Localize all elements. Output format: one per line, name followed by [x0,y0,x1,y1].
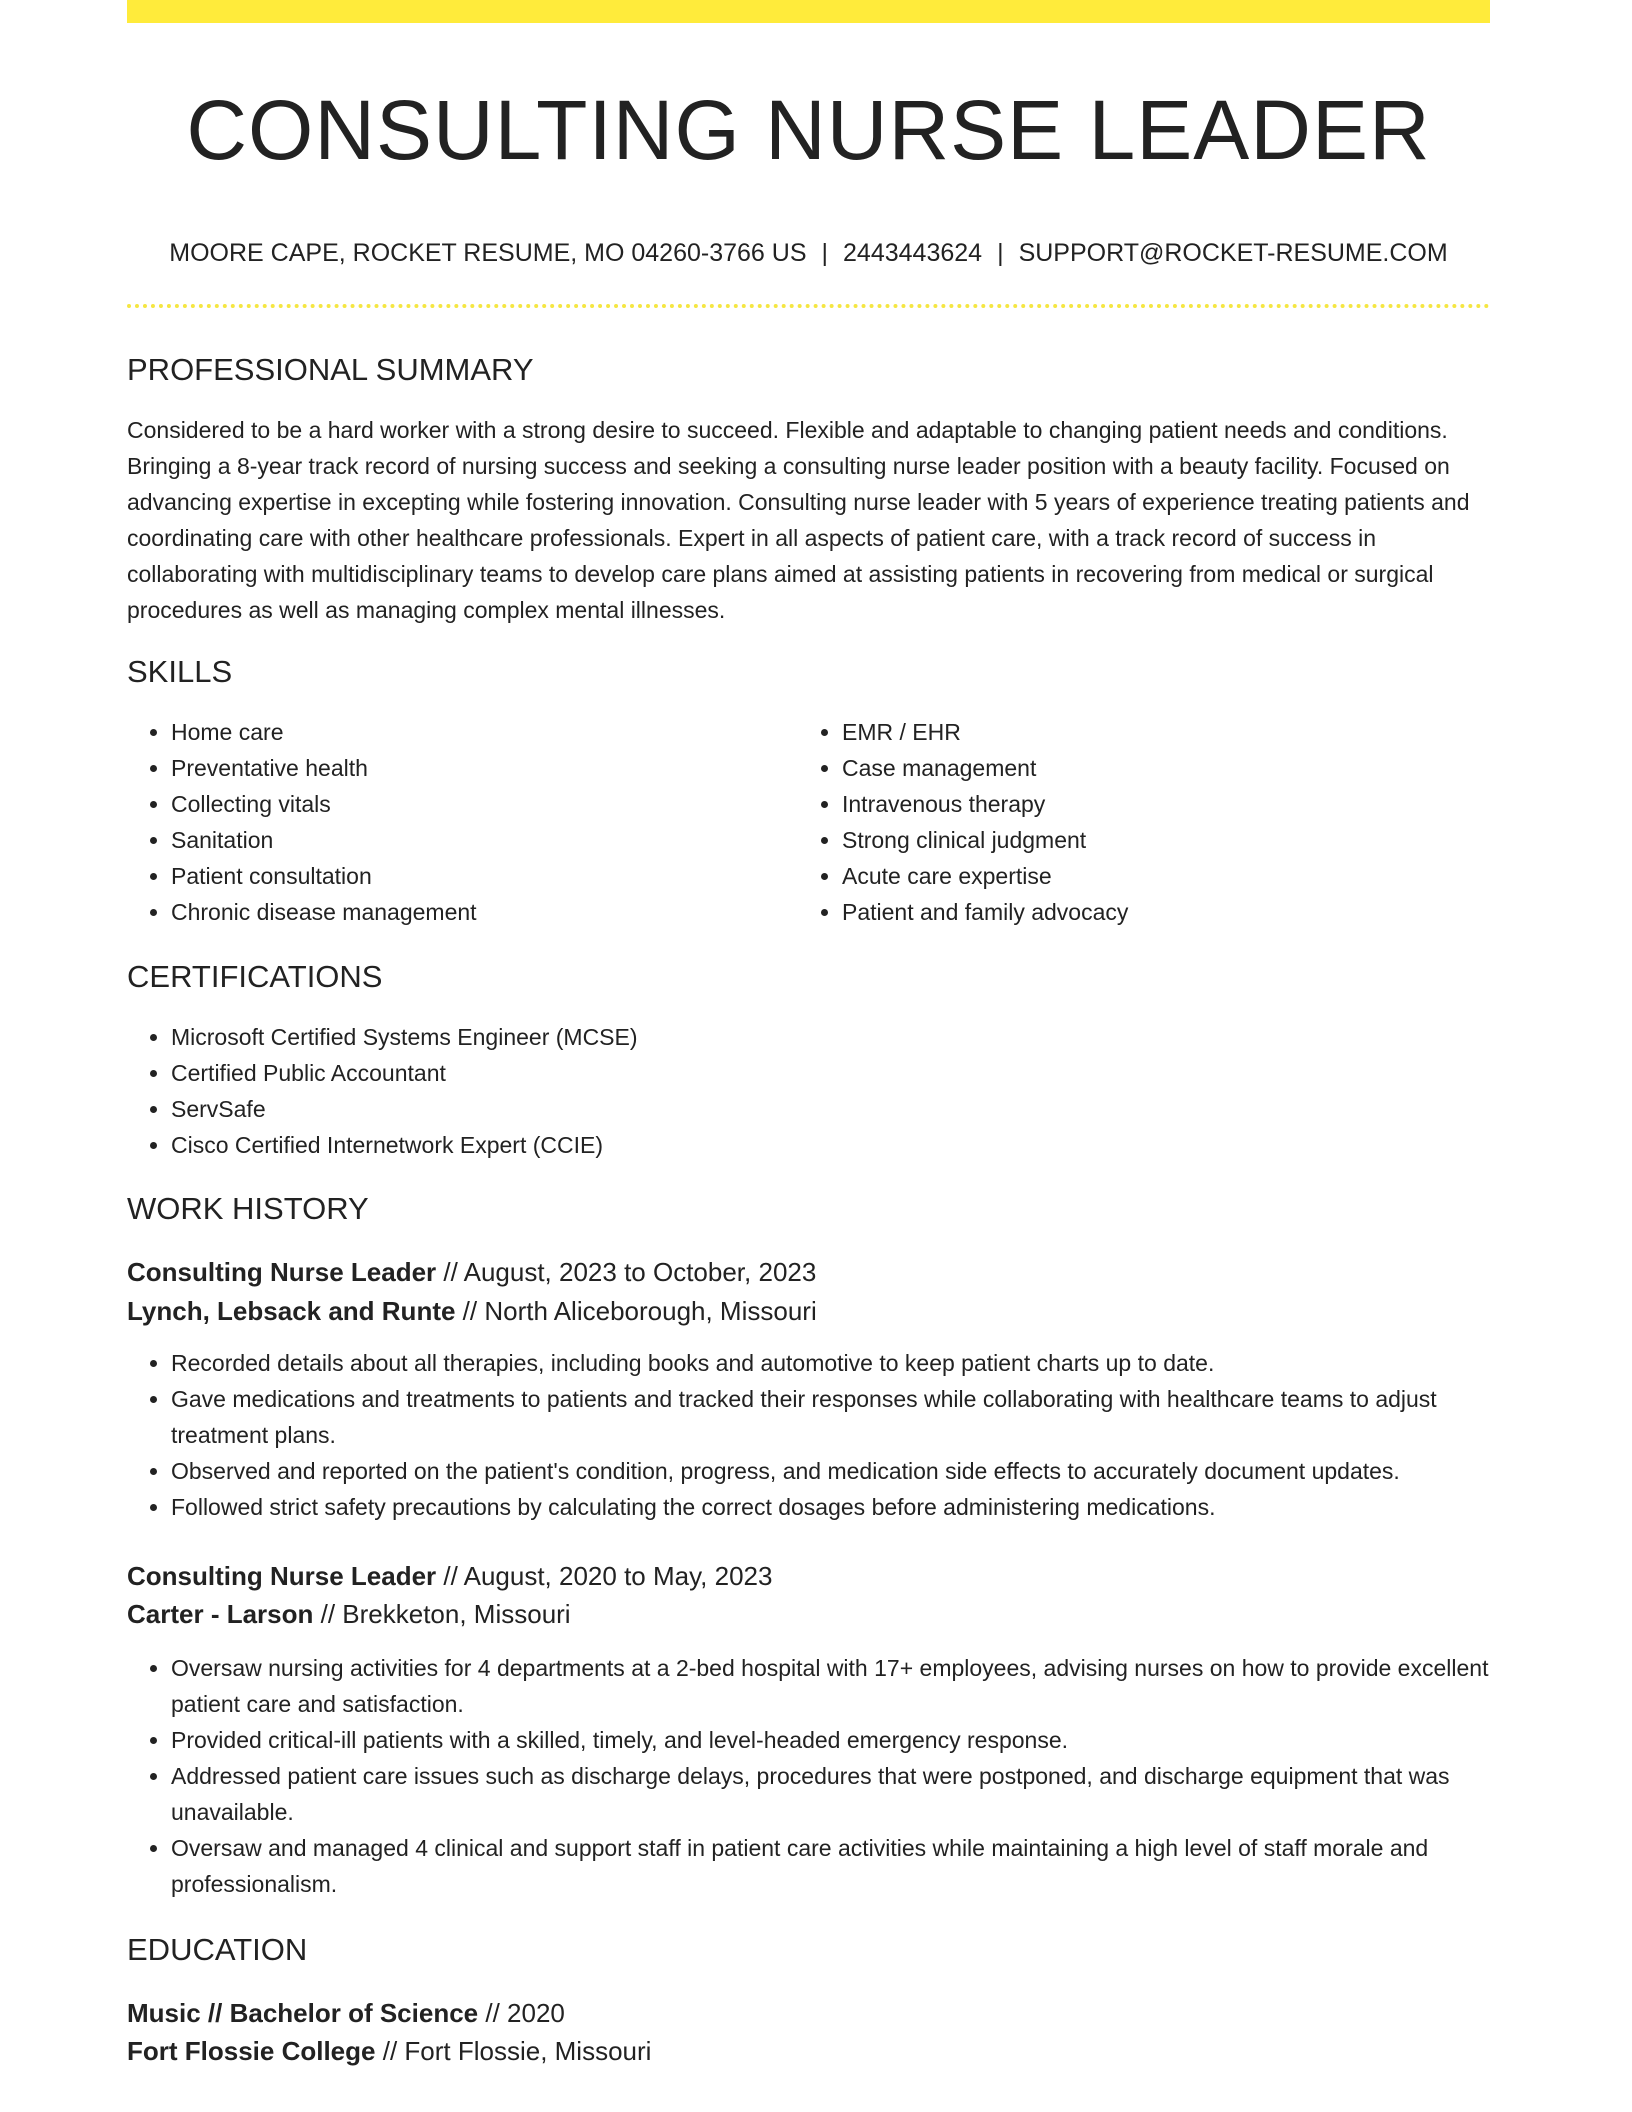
job-company-line [127,1595,571,1633]
job-bullets [127,1345,1534,1525]
skills-list-right [798,714,1482,930]
job-dates: // August, 2023 to October, 2023 [436,1257,817,1287]
education-school-line [127,2032,651,2070]
job-location: // North Aliceborough, Missouri [455,1296,817,1326]
job-role: Consulting Nurse Leader [127,1561,437,1591]
job-title-line [127,1253,816,1291]
certification-item: • Microsoft Certified Systems Engineer (MCSE) [171,1019,1491,1055]
skills-heading: SKILLS [127,654,233,689]
job-company: Lynch, Lebsack and Runte [127,1296,456,1326]
work-history-heading: WORK HISTORY [127,1191,369,1226]
job-bullet: • Observed and reported on the patient's condition, progress, and medication side effects to accurately document updates. [171,1453,1534,1489]
skill-item: • Case management [842,750,1482,786]
skill-item: • Patient and family advocacy [842,894,1482,930]
skill-item: • Intravenous therapy [842,786,1482,822]
job-bullet: • Followed strict safety precautions by calculating the correct dosages before administering medications. [171,1489,1534,1525]
job-company: Carter - Larson [127,1599,314,1629]
education-degree-line [127,1994,565,2032]
job-location: // Brekketon, Missouri [313,1599,571,1629]
skill-item: • Collecting vitals [171,786,791,822]
education-location: // Fort Flossie, Missouri [375,2036,652,2066]
contact-phone: 2443443624 [843,239,983,267]
education-heading: EDUCATION [127,1932,308,1967]
job-bullet: • Provided critical-ill patients with a skilled, timely, and level-headed emergency response. [171,1722,1534,1758]
skill-item: • Sanitation [171,822,791,858]
education-school: Fort Flossie College [127,2036,376,2066]
job-title-line [127,1557,772,1595]
certifications-list [127,1019,1491,1163]
summary-text: Considered to be a hard worker with a strong desire to succeed. Flexible and adaptable to changing patient needs and conditions. Bringing a 8-year track record of nursing success and seeking a consulting nurse leader position with a beauty facility. Focused on advancing expertise in excepting while fostering innovation. Consulting nurse leader with 5 years of experience treating patients and coordinating care with other healthcare professionals. Expert in all aspects of patient care, with a track record of success in collaborating with multidisciplinary teams to develop care plans aimed at assisting patients in recovering from medical or surgical procedures as well as managing complex mental illnesses. [127,417,1470,623]
resume-name: CONSULTING NURSE LEADER [186,83,1431,177]
job-bullet: • Gave medications and treatments to patients and tracked their responses while collaborating with healthcare teams to adjust treatment plans. [171,1381,1534,1453]
contact-separator: | [997,239,1004,267]
skills-list-left [127,714,791,930]
skill-item: • Home care [171,714,791,750]
skill-item: • Strong clinical judgment [842,822,1482,858]
contact-separator: | [821,239,829,267]
skill-item: • Patient consultation [171,858,791,894]
contact-address: MOORE CAPE, ROCKET RESUME, MO 04260-3766 US [169,239,807,267]
summary-heading: PROFESSIONAL SUMMARY [127,352,534,387]
skill-item: • Chronic disease management [171,894,791,930]
header-divider [127,304,1490,308]
accent-bar [127,0,1490,23]
job-bullet: • Recorded details about all therapies, including books and automotive to keep patient charts up to date. [171,1345,1534,1381]
certification-item: • Certified Public Accountant [171,1055,1491,1091]
skill-item: • EMR / EHR [842,714,1482,750]
certification-item: • ServSafe [171,1091,1491,1127]
certifications-heading: CERTIFICATIONS [127,959,383,994]
job-bullet: • Oversaw and managed 4 clinical and support staff in patient care activities while maintaining a high level of staff morale and professionalism. [171,1830,1534,1902]
job-dates: // August, 2020 to May, 2023 [436,1561,773,1591]
skill-item: • Acute care expertise [842,858,1482,894]
education-year: // 2020 [478,1998,565,2028]
skill-item: • Preventative health [171,750,791,786]
job-bullet: • Addressed patient care issues such as discharge delays, procedures that were postponed, and discharge equipment that was unavailable. [171,1758,1534,1830]
job-company-line [127,1292,817,1330]
certification-item: • Cisco Certified Internetwork Expert (CCIE) [171,1127,1491,1163]
education-degree: Music // Bachelor of Science [127,1998,479,2028]
job-bullets [127,1650,1534,1902]
contact-line [127,236,1490,270]
job-bullet: • Oversaw nursing activities for 4 departments at a 2-bed hospital with 17+ employees, advising nurses on how to provide excellent patient care and satisfaction. [171,1650,1534,1722]
job-role: Consulting Nurse Leader [127,1257,437,1287]
contact-email: SUPPORT@ROCKET-RESUME.COM [1018,239,1448,267]
